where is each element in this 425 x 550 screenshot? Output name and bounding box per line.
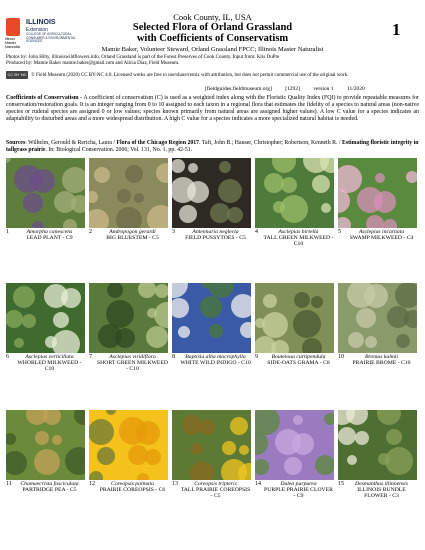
species-photo xyxy=(6,283,85,353)
species-photo xyxy=(338,158,417,228)
species-number: 1 xyxy=(6,229,9,235)
species-photo xyxy=(172,410,251,480)
common-name-and-c-value: PURPLE PRAIRIE CLOVER - C9 xyxy=(264,487,333,500)
scientific-name: Chamaecrista fasciculata xyxy=(20,481,79,487)
species-number: 12 xyxy=(89,481,95,487)
species-caption xyxy=(338,228,417,250)
species-number: 11 xyxy=(6,481,12,487)
species-photo xyxy=(338,283,417,353)
species-card xyxy=(89,283,168,375)
site-link[interactable]: [fieldguides.fieldmuseum.org] xyxy=(205,86,272,92)
species-card xyxy=(338,410,417,502)
species-number: 14 xyxy=(255,481,261,487)
species-number: 8 xyxy=(172,354,175,360)
species-card xyxy=(255,283,334,375)
common-name-and-c-value: BIG BLUESTEM - C5 xyxy=(106,235,159,242)
species-caption xyxy=(6,353,85,375)
species-number: 13 xyxy=(172,481,178,487)
species-card xyxy=(338,158,417,250)
species-card xyxy=(172,283,251,375)
species-card xyxy=(89,410,168,502)
scientific-name: Dalea purpurea xyxy=(280,481,317,487)
location-line: Cook County, IL, USA xyxy=(173,12,252,22)
species-photo xyxy=(6,158,85,228)
illinois-extension-logo: ILLINOIS xyxy=(26,19,56,26)
sources-paragraph: Sources: Wilhelm, Gerould & Rericha, Laura / Flora of the Chicago Region 2017. Taft, John B.; Hauser, Christopher; Robertson, Kenneth R. / Estimating floristic integrity in tallgrass prairie. In: Biological Conservation. 2006; Vol. 131, No. 1. pp. 42-51. xyxy=(6,140,419,153)
common-name-and-c-value: PARTRIDGE PEA - C5 xyxy=(22,487,77,494)
species-card xyxy=(89,158,168,250)
common-name-and-c-value: TALL PRAIRIE COREOPSIS - C5 xyxy=(180,487,251,500)
species-number: 2 xyxy=(89,229,92,235)
producer-credits: Produced by: Mamie Baker mamie.baker@gmail.com and Alicia Diaz, Field Museum. xyxy=(6,61,180,66)
species-card xyxy=(6,410,85,502)
species-card xyxy=(172,158,251,250)
species-photo xyxy=(89,158,168,228)
species-number: 15 xyxy=(338,481,344,487)
species-photo xyxy=(89,410,168,480)
species-caption xyxy=(6,228,85,250)
version-label: version 1 xyxy=(313,86,334,92)
license-row xyxy=(6,71,416,79)
common-name-and-c-value: SHORT GREEN MILKWEED - C10 xyxy=(97,360,168,373)
species-caption xyxy=(89,228,168,250)
species-number: 6 xyxy=(6,354,9,360)
common-name-and-c-value: WHITE WILD INDIGO - C10 xyxy=(180,360,251,367)
species-photo xyxy=(255,410,334,480)
common-name-and-c-value: WHORLED MILKWEED - C10 xyxy=(17,360,82,373)
common-name-and-c-value: ILLINOIS BUNDLE FLOWER - C3 xyxy=(357,487,406,500)
species-photo xyxy=(6,410,85,480)
species-caption xyxy=(338,353,417,375)
page-title: Selected Flora of Orland Grassland with Coefficients of Conservatism xyxy=(132,22,293,44)
species-photo xyxy=(89,283,168,353)
guide-id: [1292] xyxy=(285,86,300,92)
species-number: 4 xyxy=(255,229,258,235)
species-caption xyxy=(338,480,417,502)
scientific-name: Asclepias viridiflora xyxy=(109,354,156,360)
scientific-name: Bouteloua curtipendula xyxy=(271,354,326,360)
photo-credits: Photos by: John Hilty, illinoiswildflowers.info. Orland Grassland is part of the Forest Preserves of Cook County. Input from: Kris DuPre xyxy=(6,55,280,60)
species-photo xyxy=(338,410,417,480)
species-caption xyxy=(6,480,85,502)
college-caption: COLLEGE OF AGRICULTURAL, CONSUMER & ENVIRONMENTAL SCIENCES xyxy=(26,32,76,44)
authors-line: Mamie Baker, Volunteer Steward, Orland Grassland FPCC; Illinois Master Naturalist xyxy=(101,46,324,53)
common-name-and-c-value: SIDE-OATS GRAMA - C8 xyxy=(267,360,330,367)
species-caption xyxy=(172,353,251,375)
species-caption xyxy=(255,480,334,502)
common-name-and-c-value: FIELD PUSSYTOES - C5 xyxy=(185,235,246,242)
species-number: 9 xyxy=(255,354,258,360)
species-caption xyxy=(172,228,251,250)
species-caption xyxy=(255,353,334,375)
species-caption xyxy=(172,480,251,502)
scientific-name: Antennaria neglecta xyxy=(192,229,239,235)
date-label: 11/2020 xyxy=(346,86,365,92)
scientific-name: Coreopsis palmata xyxy=(111,481,154,487)
species-photo xyxy=(255,283,334,353)
species-card xyxy=(338,283,417,375)
species-caption xyxy=(89,353,168,375)
species-card xyxy=(6,283,85,375)
extension-label: Extension xyxy=(26,27,48,33)
species-photo xyxy=(172,283,251,353)
species-number: 5 xyxy=(338,229,341,235)
scientific-name: Andropogon gerardi xyxy=(109,229,156,235)
scientific-name: Bromus kalmii xyxy=(364,354,399,360)
common-name-and-c-value: PRAIRIE BROME - C10 xyxy=(352,360,411,367)
species-photo xyxy=(172,158,251,228)
common-name-and-c-value: LEAD PLANT - C9 xyxy=(26,235,73,242)
species-caption xyxy=(255,228,334,250)
species-card xyxy=(6,158,85,250)
species-card xyxy=(172,410,251,502)
common-name-and-c-value: PRAIRIE COREOPSIS - C6 xyxy=(99,487,166,494)
credits xyxy=(6,55,386,67)
cc-license-icon: CC BY NC xyxy=(7,72,27,77)
species-number: 7 xyxy=(89,354,92,360)
intro-paragraph: Coefficients of Conservatism - A coefficient of conservatism (C) is used as a weighted index along with the Floristic Quality Index (FQI) to provide repeatable measures for conservation/restoration goals. It is an integer ranging from 0 to 10 assigned to each taxon in a regional flora that estimates the fidelity of a species to natural areas (non-native species or ruderal species are assigned 0 or low values; species known primarily from natural areas are assigned higher values). A low C value for a species indicates an adaptability to disturbed areas and a more widespread distribution. A high C value for a species indicates a more specialized natural habitat is needed. xyxy=(6,95,419,123)
common-name-and-c-value: TALL GREEN MILKWEED - C10 xyxy=(263,235,334,248)
species-card xyxy=(255,410,334,502)
scientific-name: Asclepias hirtella xyxy=(278,229,319,235)
scientific-name: Asclepias verticillata xyxy=(25,354,74,360)
scientific-name: Baptisia alba macrophylla xyxy=(185,354,246,360)
license-text: © Field Museum (2020) CC BY-NC 4.0. Licensed works are free to use/share/remix with attribution, but does not permit commercial use of the original work. xyxy=(31,73,349,79)
scientific-name: Asclepias incarnata xyxy=(358,229,405,235)
species-number: 10 xyxy=(338,354,344,360)
document-meta xyxy=(205,86,415,92)
species-photo xyxy=(255,158,334,228)
species-card xyxy=(255,158,334,250)
scientific-name: Coreopsis tripteris xyxy=(194,481,237,487)
master-naturalist-caption: Illinois Master Naturalist xyxy=(5,37,21,49)
page-number: 1 xyxy=(392,20,401,39)
scientific-name: Amorpha canescens xyxy=(26,229,73,235)
species-caption xyxy=(89,480,168,502)
species-number: 3 xyxy=(172,229,175,235)
scientific-name: Desmanthus illinoensis xyxy=(355,481,408,487)
common-name-and-c-value: SWAMP MILKWEED - C4 xyxy=(349,235,414,242)
